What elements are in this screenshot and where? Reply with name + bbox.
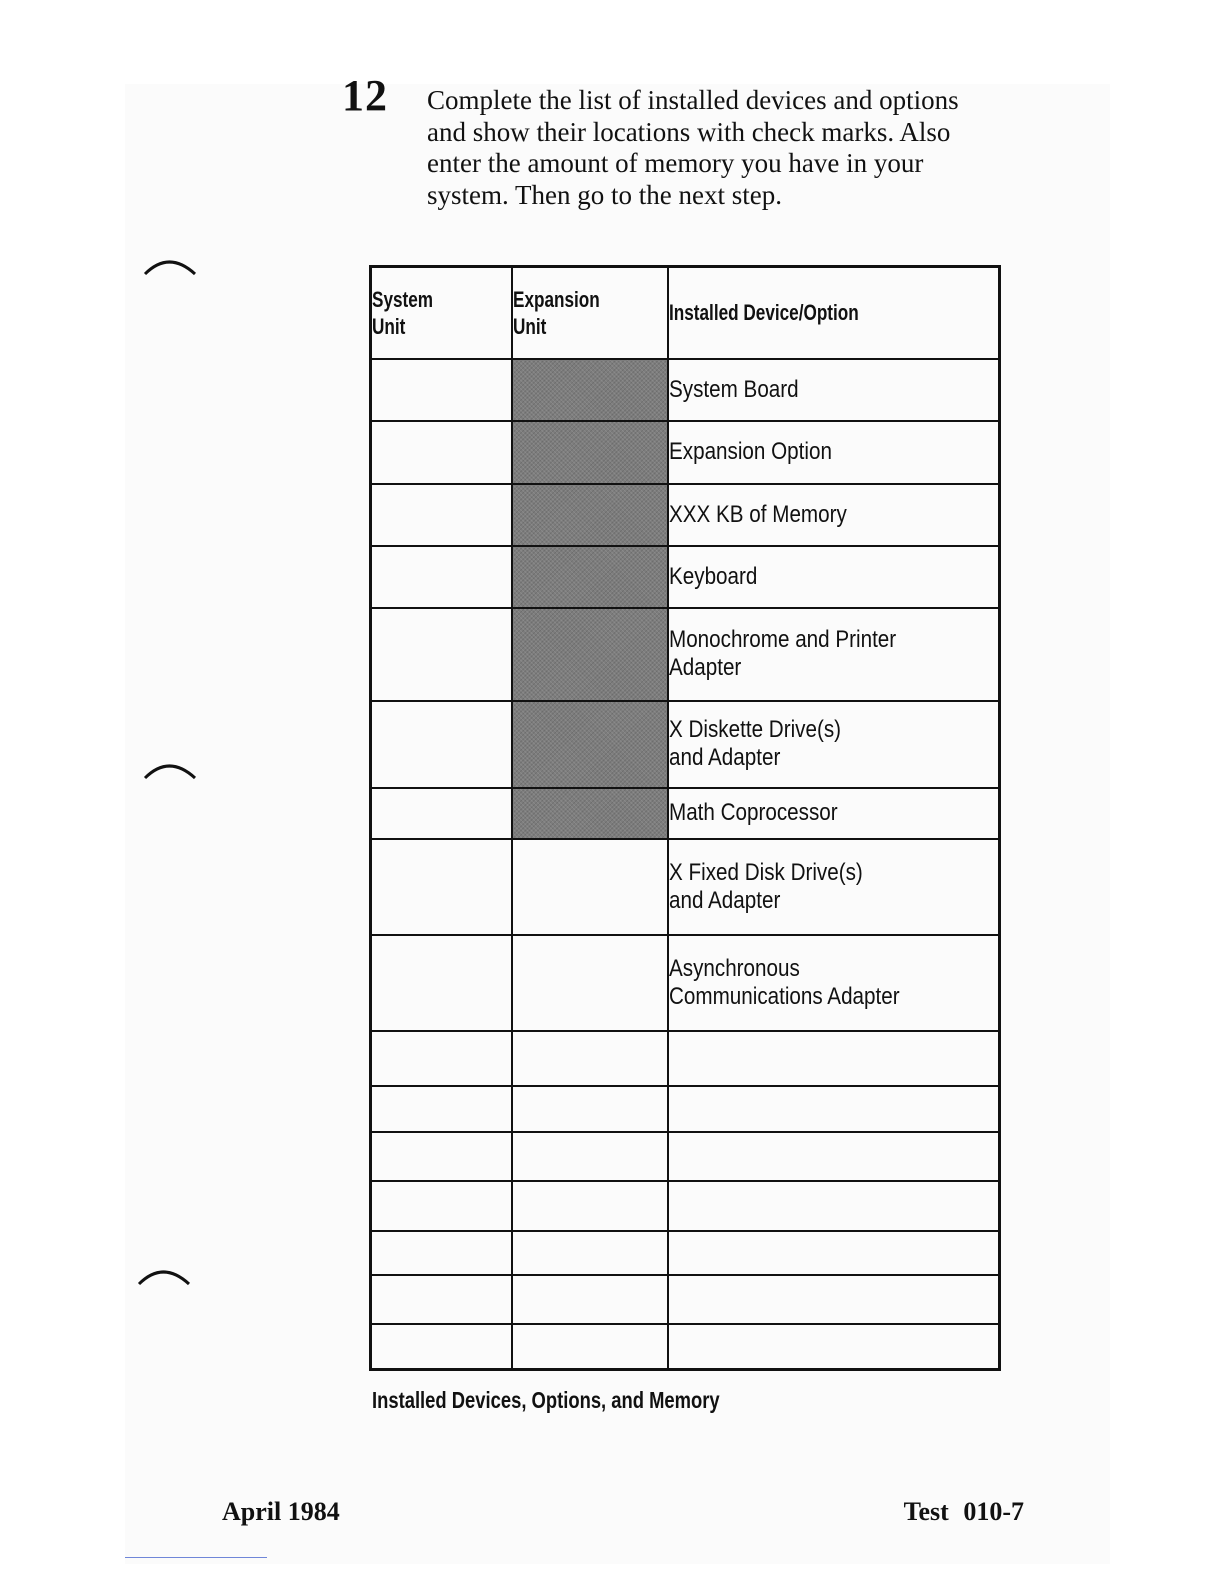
expansion-unit-check-cell[interactable]: [512, 1275, 668, 1324]
system-unit-check-cell[interactable]: [371, 1324, 513, 1370]
table-row: [371, 1086, 1000, 1132]
system-unit-check-cell[interactable]: [371, 546, 513, 608]
device-cell: X Fixed Disk Drive(s) and Adapter: [668, 839, 1000, 935]
device-cell[interactable]: [668, 1086, 1000, 1132]
device-cell: Asynchronous Communications Adapter: [668, 935, 1000, 1031]
expansion-unit-check-cell[interactable]: [512, 1086, 668, 1132]
expansion-unit-shaded-cell: [512, 421, 668, 484]
bottom-divider: [125, 1557, 267, 1558]
device-cell: Math Coprocessor: [668, 788, 1000, 839]
device-cell[interactable]: [668, 1324, 1000, 1370]
device-cell[interactable]: [668, 1231, 1000, 1275]
table-row: [371, 1324, 1000, 1370]
expansion-unit-shaded-cell: [512, 608, 668, 701]
installed-devices-table: [369, 265, 1001, 1371]
device-cell: XXX KB of Memory: [668, 484, 1000, 546]
binder-hole-mark-icon: [143, 252, 199, 294]
footer-page-label: Test 010-7: [903, 1497, 1024, 1526]
table-row: [371, 1031, 1000, 1086]
device-cell: System Board: [668, 359, 1000, 421]
table-header-row: [371, 267, 1000, 359]
system-unit-check-cell[interactable]: [371, 1275, 513, 1324]
expansion-unit-shaded-cell: [512, 788, 668, 839]
system-unit-check-cell[interactable]: [371, 1181, 513, 1231]
system-unit-check-cell[interactable]: [371, 484, 513, 546]
binder-hole-mark-icon: [137, 1262, 193, 1304]
table-row: [371, 839, 1000, 935]
binder-hole-mark-icon: [143, 756, 199, 798]
system-unit-check-cell[interactable]: [371, 359, 513, 421]
header-installed-device: Installed Device/Option: [668, 267, 1000, 359]
table-row: [371, 359, 1000, 421]
header-expansion-unit: Expansion Unit: [512, 267, 668, 359]
device-cell[interactable]: [668, 1031, 1000, 1086]
system-unit-check-cell[interactable]: [371, 701, 513, 788]
table-row: [371, 546, 1000, 608]
expansion-unit-shaded-cell: [512, 701, 668, 788]
step-number: 12: [342, 71, 388, 120]
system-unit-check-cell[interactable]: [371, 788, 513, 839]
system-unit-check-cell[interactable]: [371, 608, 513, 701]
expansion-unit-check-cell[interactable]: [512, 1132, 668, 1181]
table-row: [371, 1275, 1000, 1324]
expansion-unit-check-cell[interactable]: [512, 935, 668, 1031]
device-cell[interactable]: [668, 1132, 1000, 1181]
system-unit-check-cell[interactable]: [371, 1231, 513, 1275]
expansion-unit-check-cell[interactable]: [512, 1324, 668, 1370]
system-unit-check-cell[interactable]: [371, 935, 513, 1031]
expansion-unit-shaded-cell: [512, 359, 668, 421]
footer-date: April 1984: [222, 1497, 340, 1526]
header-system-unit: System Unit: [371, 267, 513, 359]
system-unit-check-cell[interactable]: [371, 421, 513, 484]
table-row: [371, 484, 1000, 546]
table-row: [371, 1132, 1000, 1181]
device-cell: Expansion Option: [668, 421, 1000, 484]
device-cell: Monochrome and Printer Adapter: [668, 608, 1000, 701]
device-cell[interactable]: [668, 1181, 1000, 1231]
table-row: [371, 788, 1000, 839]
expansion-unit-check-cell[interactable]: [512, 1031, 668, 1086]
table-row: [371, 1231, 1000, 1275]
system-unit-check-cell[interactable]: [371, 1031, 513, 1086]
expansion-unit-check-cell[interactable]: [512, 839, 668, 935]
table-row: [371, 1181, 1000, 1231]
device-cell: Keyboard: [668, 546, 1000, 608]
expansion-unit-shaded-cell: [512, 484, 668, 546]
expansion-unit-shaded-cell: [512, 546, 668, 608]
expansion-unit-check-cell[interactable]: [512, 1181, 668, 1231]
table-row: [371, 608, 1000, 701]
expansion-unit-check-cell[interactable]: [512, 1231, 668, 1275]
system-unit-check-cell[interactable]: [371, 839, 513, 935]
system-unit-check-cell[interactable]: [371, 1086, 513, 1132]
device-cell: X Diskette Drive(s) and Adapter: [668, 701, 1000, 788]
system-unit-check-cell[interactable]: [371, 1132, 513, 1181]
table-row: [371, 421, 1000, 484]
table-row: [371, 935, 1000, 1031]
device-cell[interactable]: [668, 1275, 1000, 1324]
table-caption: Installed Devices, Options, and Memory: [372, 1387, 720, 1413]
table-row: [371, 701, 1000, 788]
step-instructions: Complete the list of installed devices and options and show their locations with check marks. Also enter the amount of memory you have in your system. Then go to the next step.: [427, 85, 959, 210]
